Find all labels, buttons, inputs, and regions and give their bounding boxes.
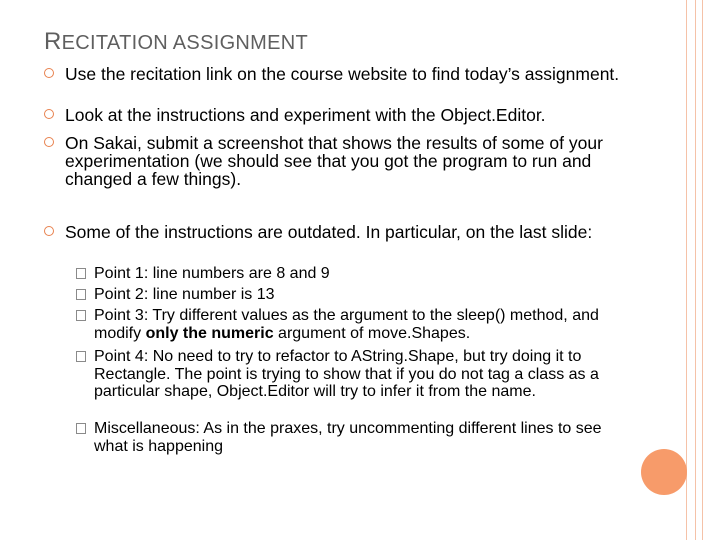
frame-line [686, 0, 687, 540]
bullet-item [44, 134, 624, 188]
frame-line [702, 0, 703, 540]
sub-bullet-item [76, 265, 624, 283]
slide-title [44, 28, 644, 56]
sub-bullet-text: Miscellaneous: As in the praxes, try uncommenting different lines to see what is happening [94, 420, 602, 455]
box-bullet-icon [76, 310, 86, 321]
circle-bullet-icon [44, 137, 54, 147]
bullet-text: On Sakai, submit a screenshot that shows the results of some of your experimentation (we should see that you got the program to run and changed a few things). [65, 133, 603, 189]
box-bullet-icon [76, 268, 86, 279]
box-bullet-icon [76, 423, 86, 434]
circle-bullet-icon [44, 109, 54, 119]
box-bullet-icon [76, 289, 86, 300]
title-rest: ECITATION ASSIGNMENT [61, 32, 309, 54]
point3-text-before: Point 3: Try different values as the argument to the sleep() method, and modify [94, 307, 599, 342]
sub-bullet-text: Point 4: No need to try to refactor to AString.Shape, but try doing it to Rectangle. The point is trying to show that if you do not tag a class as a particular shape, Object.Editor will try to infer it from the name. [94, 348, 599, 400]
title-first-letter: R [44, 28, 62, 55]
sub-bullet-text [94, 307, 624, 342]
bullet-item [44, 65, 624, 83]
bullet-item [44, 106, 624, 124]
sub-bullet-item [76, 348, 624, 401]
sub-bullet-text: Point 1: line numbers are 8 and 9 [94, 265, 330, 282]
frame-line [695, 0, 696, 540]
sub-bullet-item [76, 307, 624, 342]
point3-bold-text: only the numeric [145, 324, 274, 342]
sub-bullet-item [76, 420, 624, 455]
decorative-circle [641, 449, 687, 495]
circle-bullet-icon [44, 68, 54, 78]
sub-bullet-text: Point 2: line number is 13 [94, 286, 275, 303]
bullet-text: Use the recitation link on the course website to find today’s assignment. [65, 64, 620, 84]
bullet-text: Some of the instructions are outdated. In particular, on the last slide: [65, 222, 593, 242]
box-bullet-icon [76, 351, 86, 362]
bullet-item [44, 223, 624, 241]
sub-bullet-item [76, 286, 624, 304]
point3-text-after: argument of move.Shapes. [273, 324, 471, 342]
circle-bullet-icon [44, 226, 54, 236]
bullet-text: Look at the instructions and experiment with the Object.Editor. [65, 105, 546, 125]
